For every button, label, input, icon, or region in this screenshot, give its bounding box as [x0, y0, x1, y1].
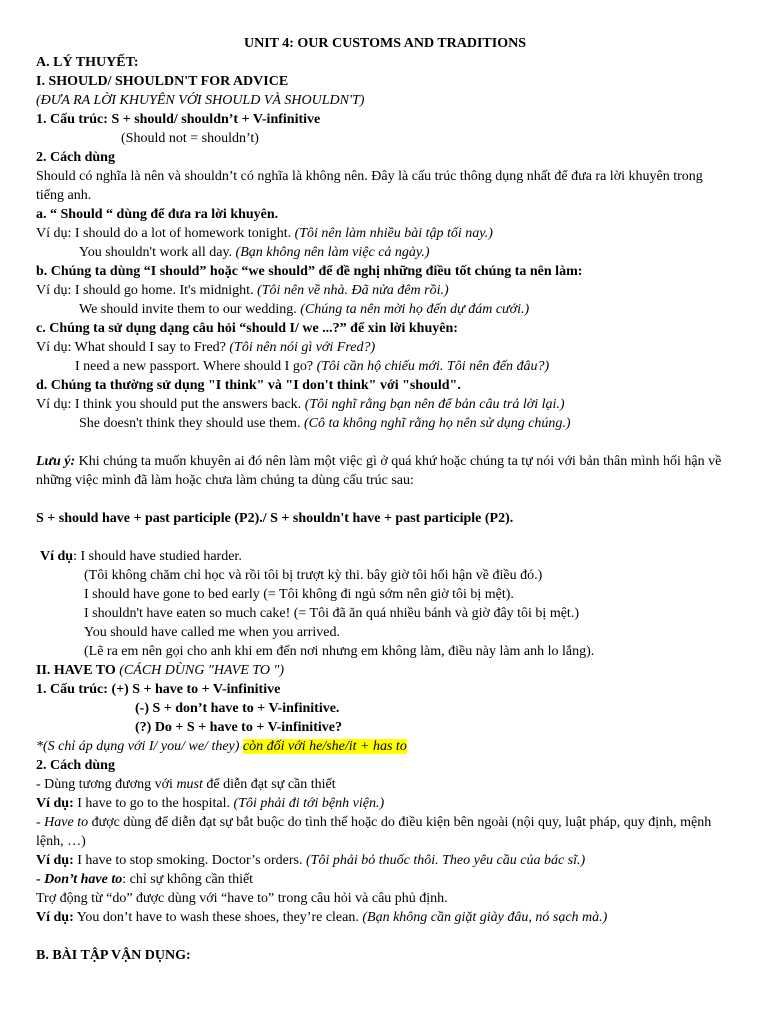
- example-line: [36, 338, 734, 357]
- example-line: [36, 794, 734, 813]
- point-c-heading: c. Chúng ta sử dụng dạng câu hỏi “should I/ we ...?” để xin lời khuyên:: [36, 321, 458, 336]
- example-line: I should have gone to bed early (= Tôi không đi ngủ sớm nên giờ tôi bị mệt).: [84, 587, 514, 602]
- example-line: (Tôi không chăm chỉ học và rồi tôi bị trượt kỳ thi. bây giờ tôi hối hận về điều đó.): [84, 568, 543, 583]
- example-translation: (Chúng ta nên mời họ đến dự đám cưới.): [300, 302, 530, 317]
- point-a-heading: a. “ Should “ dùng để đưa ra lời khuyên.: [36, 207, 279, 222]
- part2-usage-label: 2. Cách dùng: [36, 758, 115, 773]
- example-text: Ví dụ: I think you should put the answers back.: [36, 397, 302, 412]
- section-b-heading: B. BÀI TẬP VẬN DỤNG:: [36, 948, 191, 963]
- usage-text: được dùng để diễn đạt sự bắt buộc do tình thế hoặc do điều kiện bên ngoài (nội quy, luật pháp, quy định, mệnh lệnh, …): [36, 815, 712, 849]
- note-label: Lưu ý:: [36, 454, 76, 469]
- example-translation: (Bạn không nên làm việc cả ngày.): [235, 245, 430, 260]
- example-line: [36, 851, 734, 870]
- example-text: We should invite them to our wedding.: [79, 302, 297, 317]
- point-d-heading: d. Chúng ta thường sử dụng "I think" và "I don't think" với "should".: [36, 378, 461, 393]
- structure-label: 1. Cấu trúc:: [36, 112, 108, 127]
- example-translation: (Tôi nên về nhà. Đã nửa đêm rồi.): [257, 283, 449, 298]
- structure-note: (Should not = shouldn’t): [121, 131, 259, 146]
- example-line: [36, 547, 734, 566]
- example-translation: (Tôi nên nói gì với Fred?): [229, 340, 376, 355]
- point-b-heading: b. Chúng ta dùng “I should” hoặc “we should” để đề nghị những điều tốt chúng ta nên làm:: [36, 264, 583, 279]
- part1-subheading: (ĐƯA RA LỜI KHUYÊN VỚI SHOULD VÀ SHOULDN'T): [36, 93, 365, 108]
- example-text: I have to go to the hospital.: [73, 796, 231, 811]
- part2-heading-subtitle: (CÁCH DÙNG "HAVE TO "): [115, 663, 285, 678]
- example-line: [36, 243, 734, 262]
- example-line: [36, 395, 734, 414]
- note-paragraph: [36, 452, 734, 490]
- part1-usage-label: 2. Cách dùng: [36, 150, 115, 165]
- example-translation: (Tôi nên làm nhiều bài tập tối nay.): [294, 226, 493, 241]
- example-text: Ví dụ: I should do a lot of homework tonight.: [36, 226, 292, 241]
- usage-term: Have to: [44, 815, 89, 830]
- example-label: Ví dụ:: [36, 796, 74, 811]
- example-text: You don’t have to wash these shoes, they’re clean.: [73, 910, 359, 925]
- example-text: : I should have studied harder.: [73, 549, 242, 564]
- usage-item: [36, 870, 734, 889]
- example-line: I shouldn't have eaten so much cake! (= Tôi đã ăn quá nhiều bánh và giờ đây tôi bị mệt.): [84, 606, 579, 621]
- scope-highlight: còn đối với he/she/it + has to: [242, 739, 407, 754]
- example-text: I have to stop smoking. Doctor’s orders.: [73, 853, 303, 868]
- part1-usage-text: Should có nghĩa là nên và shouldn’t có nghĩa là không nên. Đây là cấu trúc thông dụng nhất để đưa ra lời khuyên trong tiếng anh.: [36, 169, 703, 203]
- part2-heading-text: II. HAVE TO: [36, 663, 116, 678]
- example-label: Ví dụ: [40, 549, 74, 564]
- usage-text: -: [36, 872, 45, 887]
- part2-heading: [36, 661, 734, 680]
- structure-label: 1. Cấu trúc:: [36, 682, 108, 697]
- example-line: [36, 357, 734, 376]
- example-text: She doesn't think they should use them.: [79, 416, 301, 431]
- spacer: [36, 927, 734, 946]
- example-translation: (Bạn không cần giặt giày đâu, nó sạch mà.): [362, 910, 608, 925]
- example-line: [36, 224, 734, 243]
- example-line: You should have called me when you arrived.: [84, 625, 340, 640]
- example-line: [36, 908, 734, 927]
- example-text: I need a new passport. Where should I go?: [75, 359, 314, 374]
- section-a-heading: A. LÝ THUYẾT:: [36, 55, 139, 70]
- example-line: (Lẽ ra em nên gọi cho anh khi em đến nơi nhưng em không làm, điều này làm anh lo lắng).: [84, 644, 595, 659]
- structure-positive: (+) S + have to + V-infinitive: [111, 682, 281, 697]
- example-text: You shouldn't work all day.: [79, 245, 233, 260]
- spacer: [36, 433, 734, 452]
- example-translation: (Tôi phải bỏ thuốc thôi. Theo yêu cầu của bác sĩ.): [306, 853, 586, 868]
- example-label: Ví dụ:: [36, 910, 74, 925]
- example-text: Ví dụ: What should I say to Fred?: [36, 340, 226, 355]
- part1-heading: I. SHOULD/ SHOULDN'T FOR ADVICE: [36, 74, 289, 89]
- usage-text: - Dùng tương đương với: [36, 777, 177, 792]
- perfect-structure: S + should have + past participle (P2)./ S + shouldn't have + past participle (P2).: [36, 511, 514, 526]
- example-label: Ví dụ:: [36, 853, 74, 868]
- example-line: [36, 414, 734, 433]
- example-line: [36, 300, 734, 319]
- usage-term: Don’t have to: [44, 872, 123, 887]
- structure-question: (?) Do + S + have to + V-infinitive?: [135, 720, 342, 735]
- example-translation: (Cô ta không nghĩ rằng họ nên sử dụng chúng.): [303, 416, 571, 431]
- usage-term: must: [176, 777, 203, 792]
- example-translation: (Tôi nghĩ rằng bạn nên để bản câu trả lời lại.): [304, 397, 565, 412]
- example-line: [36, 281, 734, 300]
- scope-note: [36, 737, 734, 756]
- example-text: Ví dụ: I should go home. It's midnight.: [36, 283, 254, 298]
- structure-formula: S + should/ shouldn’t + V-infinitive: [111, 112, 321, 127]
- usage-text: -: [36, 815, 45, 830]
- spacer: [36, 490, 734, 509]
- usage-text: : chỉ sự không cần thiết: [122, 872, 254, 887]
- usage-item: [36, 813, 734, 851]
- part1-structure: [36, 110, 734, 129]
- note-text: Khi chúng ta muốn khuyên ai đó nên làm một việc gì ở quá khứ hoặc chúng ta tự nói với bản thân mình hối hận về những việc mình đã làm hoặc chưa làm chúng ta dùng cấu trúc sau:: [36, 454, 722, 488]
- example-translation: (Tôi cần hộ chiếu mới. Tôi nên đến đâu?): [316, 359, 550, 374]
- spacer: [36, 528, 734, 547]
- part2-structure: [36, 680, 734, 699]
- example-translation: (Tôi phải đi tới bệnh viện.): [233, 796, 385, 811]
- scope-note-text: *(S chỉ áp dụng với I/ you/ we/ they): [36, 739, 240, 754]
- page-title: UNIT 4: OUR CUSTOMS AND TRADITIONS: [243, 36, 526, 51]
- aux-note: Trợ động từ “do” được dùng với “have to” trong câu hỏi và câu phủ định.: [36, 891, 448, 906]
- usage-text: để diễn đạt sự cần thiết: [202, 777, 336, 792]
- usage-item: [36, 775, 734, 794]
- structure-negative: (-) S + don’t have to + V-infinitive.: [135, 701, 340, 716]
